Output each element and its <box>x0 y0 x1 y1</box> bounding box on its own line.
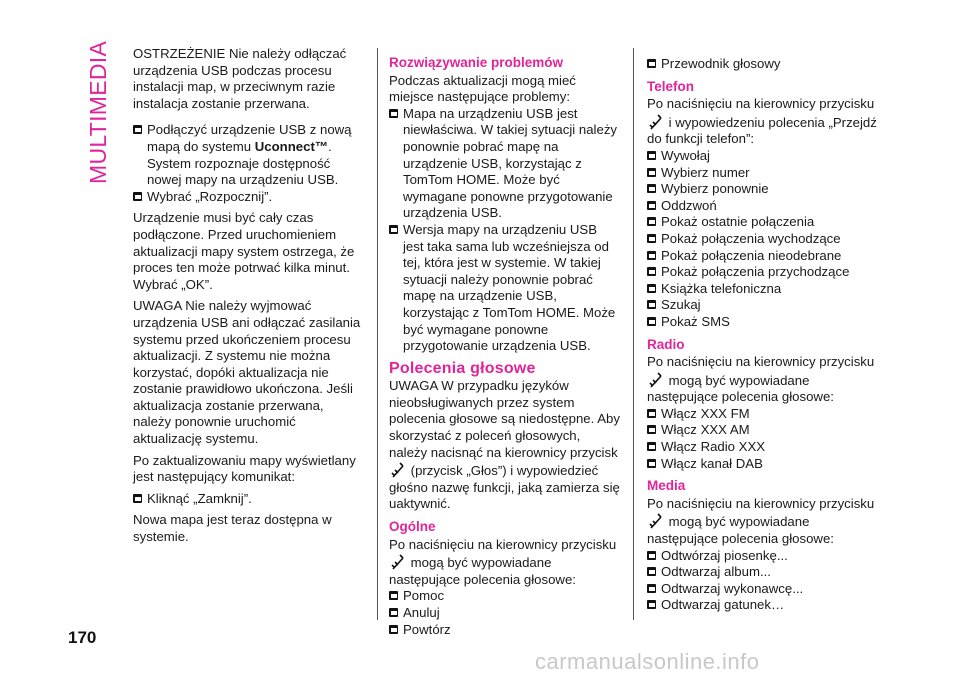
list-item <box>647 548 883 565</box>
brand-name: Uconnect™ <box>254 138 329 154</box>
list-item-text: Odtwarzaj album... <box>661 564 771 580</box>
list-item-text: Pokaż połączenia nieodebrane <box>661 247 842 263</box>
book-bullet-icon <box>389 608 398 617</box>
list-item-text: Powtórz <box>403 621 451 637</box>
list-item-text: Oddzwoń <box>661 197 717 213</box>
chapter-heading: Polecenia głosowe <box>389 359 536 377</box>
list-item <box>647 456 883 473</box>
list-item <box>647 597 883 614</box>
list-item <box>389 605 621 622</box>
paragraph <box>647 354 883 406</box>
book-bullet-icon <box>647 567 656 576</box>
paragraph-text: Po naciśnięciu na kierownicy przycisku <box>647 495 875 511</box>
book-bullet-icon <box>647 59 656 68</box>
voice-command-icon <box>649 113 663 131</box>
paragraph <box>389 537 621 589</box>
list-item-text: Wybierz ponownie <box>661 181 769 197</box>
list-item-text: Włącz Radio XXX <box>661 439 766 455</box>
paragraph: Nowa mapa jest teraz dostępna w systemie. <box>133 512 332 545</box>
list-item-text: Pokaż połączenia wychodzące <box>661 230 841 246</box>
book-bullet-icon <box>133 494 142 503</box>
book-bullet-icon <box>389 109 398 118</box>
book-bullet-icon <box>647 251 656 260</box>
paragraph-text: (przycisk „Głos”) i wypowiedzieć głośno nazwę funkcji, jaką zamierza się uaktywnić. <box>389 463 620 512</box>
list-item <box>133 122 365 188</box>
paragraph-text: Po naciśnięciu na kierownicy przycisku <box>647 96 875 112</box>
list-item-text: Książka telefoniczna <box>661 280 782 296</box>
paragraph-text: mogą być wypowiadane następujące polecenia głosowe: <box>647 514 834 547</box>
list-item-text: Odtwarzaj gatunek… <box>661 597 785 613</box>
section-side-title <box>83 40 111 186</box>
watermark: carmanualsonline.info <box>535 649 760 674</box>
column-divider <box>377 48 378 620</box>
book-bullet-icon <box>647 459 656 468</box>
book-bullet-icon <box>647 267 656 276</box>
paragraph-text: Po naciśnięciu na kierownicy przycisku <box>647 354 875 370</box>
list-item <box>389 106 621 222</box>
book-bullet-icon <box>647 151 656 160</box>
book-bullet-icon <box>647 284 656 293</box>
text-column-2 <box>389 55 621 638</box>
list-item-text: Wersja mapy na urządzeniu USB jest taka sama lub wcześniejsza od tej, która jest w systemie. W takiej sytuacji należy ponownie pobrać mapę na urządzenie USB, korzystając z TomTom HOME. Może być wymagane ponowne przygotowanie urządzenia USB. <box>403 221 616 354</box>
list-item <box>647 564 883 581</box>
list-item <box>647 581 883 598</box>
paragraph-text: i wypowiedzeniu polecenia „Przejdź do funkcji telefon”: <box>647 114 877 147</box>
list-item <box>647 56 883 73</box>
paragraph <box>647 96 883 148</box>
list-item-text: Pokaż połączenia przychodzące <box>661 264 850 280</box>
book-bullet-icon <box>647 600 656 609</box>
list-item-text: Odtwórzaj piosenkę... <box>661 547 788 563</box>
text-column-3 <box>647 56 883 614</box>
list-item <box>647 422 883 439</box>
list-item-text: Pomoc <box>403 588 445 604</box>
voice-command-icon <box>391 461 405 479</box>
list-item-text: Wybierz numer <box>661 164 750 180</box>
list-item <box>647 297 883 314</box>
book-bullet-icon <box>647 168 656 177</box>
section-heading: Ogólne <box>389 519 436 535</box>
list-item <box>647 148 883 165</box>
paragraph-text: mogą być wypowiadane następujące polecenia głosowe: <box>647 372 834 405</box>
book-bullet-icon <box>647 201 656 210</box>
paragraph-text: mogą być wypowiadane następujące polecenia głosowe: <box>389 555 576 587</box>
list-item-text: Mapa na urządzeniu USB jest niewłaściwa. W takiej sytuacji należy ponownie pobrać mapę na urządzenie USB, korzystając z TomTom HOME. Może być wymagane ponowne przygotowanie urządzenia USB. <box>403 105 618 221</box>
list-item-text: Anuluj <box>403 605 440 620</box>
paragraph-text: Po naciśnięciu na kierownicy przycisku <box>389 536 617 552</box>
list-item-text: Wybrać „Rozpocznij”. <box>147 188 273 204</box>
book-bullet-icon <box>647 425 656 434</box>
list-item-text: Kliknąć „Zamknij”. <box>147 490 252 506</box>
book-bullet-icon <box>133 125 142 134</box>
list-item-text: Pokaż ostatnie połączenia <box>661 214 815 230</box>
voice-command-icon <box>391 553 405 571</box>
book-bullet-icon <box>647 551 656 560</box>
list-item-text: Włącz kanał DAB <box>661 455 763 471</box>
list-item <box>647 198 883 215</box>
list-item <box>647 214 883 231</box>
section-heading: Radio <box>647 336 685 352</box>
paragraph <box>647 496 883 548</box>
book-bullet-icon <box>647 184 656 193</box>
page-number: 170 <box>68 628 97 647</box>
paragraph: UWAGA Nie należy wyjmować urządzenia USB ani odłączać zasilania systemu przed ukończeniem procesu aktualizacji. Z systemu nie można korzystać, dopóki aktualizacja nie zostanie prawidłowo ukończona. Jeśli aktualizacja zostanie przerwana, należy ponownie uruchomić aktualizację systemu. <box>133 298 361 447</box>
paragraph: Podczas aktualizacji mogą mieć miejsce następujące problemy: <box>389 72 576 105</box>
book-bullet-icon <box>647 409 656 418</box>
list-item-text: Włącz XXX FM <box>661 405 750 421</box>
section-heading: Rozwiązywanie problemów <box>389 55 564 70</box>
list-item <box>133 491 365 508</box>
section-heading: Media <box>647 478 686 494</box>
list-item <box>647 264 883 281</box>
paragraph <box>389 378 621 513</box>
list-item <box>647 165 883 182</box>
section-side-title-text: MULTIMEDIA <box>85 40 111 184</box>
list-item <box>647 248 883 265</box>
book-bullet-icon <box>647 317 656 326</box>
text-column-1 <box>133 46 365 551</box>
voice-command-icon <box>649 512 663 530</box>
list-item <box>647 281 883 298</box>
list-item <box>647 406 883 423</box>
list-item <box>389 588 621 605</box>
book-bullet-icon <box>389 591 398 600</box>
list-item-text-part: Podłączyć urządzenie USB z nową mapą do systemu <box>147 122 352 154</box>
list-item-text: Pokaż SMS <box>661 313 730 329</box>
list-item-text: Włącz XXX AM <box>661 422 750 438</box>
list-item <box>647 231 883 248</box>
list-item-text: Wywołaj <box>661 147 710 163</box>
list-item-text-part: . System rozpoznaje dostępność nowej mapy na urządzeniu USB. <box>147 138 339 188</box>
book-bullet-icon <box>647 234 656 243</box>
book-bullet-icon <box>647 442 656 451</box>
book-bullet-icon <box>389 625 398 634</box>
list-item <box>389 222 621 355</box>
list-item <box>133 189 365 206</box>
book-bullet-icon <box>389 225 398 234</box>
paragraph: Urządzenie musi być cały czas podłączone. Przed uruchomieniem aktualizacji mapy system ostrzega, że proces ten może potrwać kilka minut. Wybrać „OK”. <box>133 210 355 292</box>
book-bullet-icon <box>647 300 656 309</box>
paragraph: OSTRZEŻENIE Nie należy odłączać urządzenia USB podczas procesu instalacji map, w przeciwnym razie instalacja zostanie przerwana. <box>133 46 347 111</box>
list-item-text: Szukaj <box>661 297 701 313</box>
list-item <box>647 439 883 456</box>
paragraph: Po zaktualizowaniu mapy wyświetlany jest następujący komunikat: <box>133 452 356 485</box>
list-item-text: Odtwarzaj wykonawcę... <box>661 580 804 596</box>
list-item <box>647 181 883 198</box>
book-bullet-icon <box>133 192 142 201</box>
list-item-text <box>147 122 365 188</box>
paragraph-text: UWAGA W przypadku języków nieobsługiwanych przez system polecenia głosowe są niedostępne. Aby skorzystać z poleceń głosowych, należy nacisnąć na kierownicy przycisk <box>389 378 620 460</box>
list-item-text: Przewodnik głosowy <box>661 56 781 71</box>
book-bullet-icon <box>647 584 656 593</box>
list-item <box>647 314 883 331</box>
book-bullet-icon <box>647 217 656 226</box>
list-item <box>389 622 621 639</box>
column-divider <box>633 48 634 620</box>
voice-command-icon <box>649 371 663 389</box>
section-heading: Telefon <box>647 78 694 94</box>
